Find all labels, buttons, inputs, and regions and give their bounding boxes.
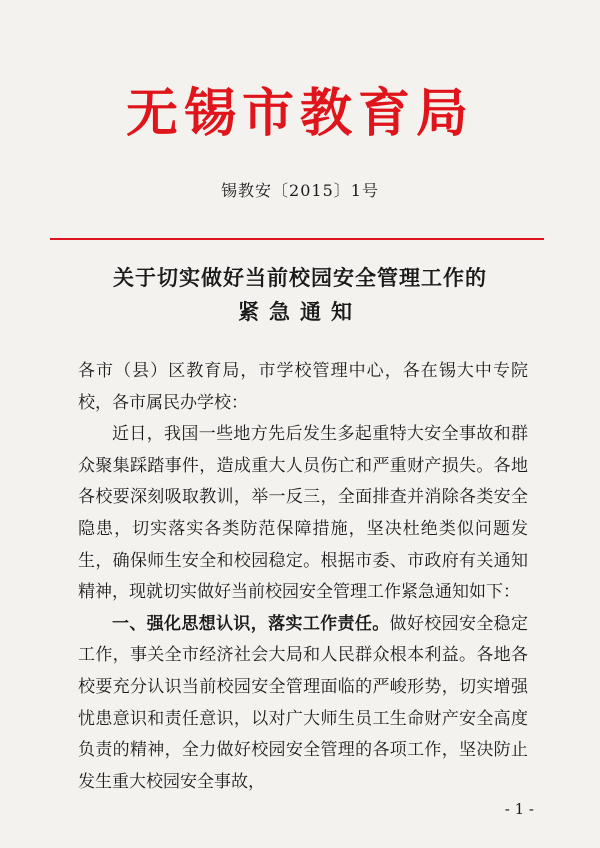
page-number: - 1 - (504, 800, 534, 818)
section-1-paragraph (78, 609, 528, 799)
issuer-title: 无锡市教育局 (125, 83, 474, 144)
notice-title-line1: 关于切实做好当前校园安全管理工作的 (113, 265, 487, 290)
notice-title-line2: 紧急通知 (238, 299, 362, 324)
addressee: 各市（县）区教育局，市学校管理中心，各在锡大中专院校，各市属民办学校： (78, 361, 528, 413)
red-divider (50, 238, 544, 240)
section-1-text: 做好校园安全稳定工作，事关全市经济社会大局和人民群众根本利益。各地各校要充分认识当前校园安全管理面临的严峻形势，切实增强忧患意识和责任意识，以对广大师生员工生命财产安全高度负责的精神，全力做好校园安全管理的各项工作，坚决防止发生重大校园安全事故， (78, 613, 529, 792)
document-number: 锡教安〔2015〕1号 (221, 181, 379, 200)
intro-paragraph: 近日，我国一些地方先后发生多起重特大安全事故和群众聚集踩踏事件，造成重大人员伤亡和严重财产损失。各地各校要深刻吸取教训，举一反三，全面排查并消除各类安全隐患，切实落实各类防范保障措施，坚决杜绝类似问题发生，确保师生安全和校园稳定。根据市委、市政府有关通知精神，现就切实做好当前校园安全管理工作紧急通知如下： (78, 424, 528, 603)
notice-body (78, 356, 528, 798)
section-1-heading: 一、强化思想认识，落实工作责任。 (112, 613, 390, 634)
